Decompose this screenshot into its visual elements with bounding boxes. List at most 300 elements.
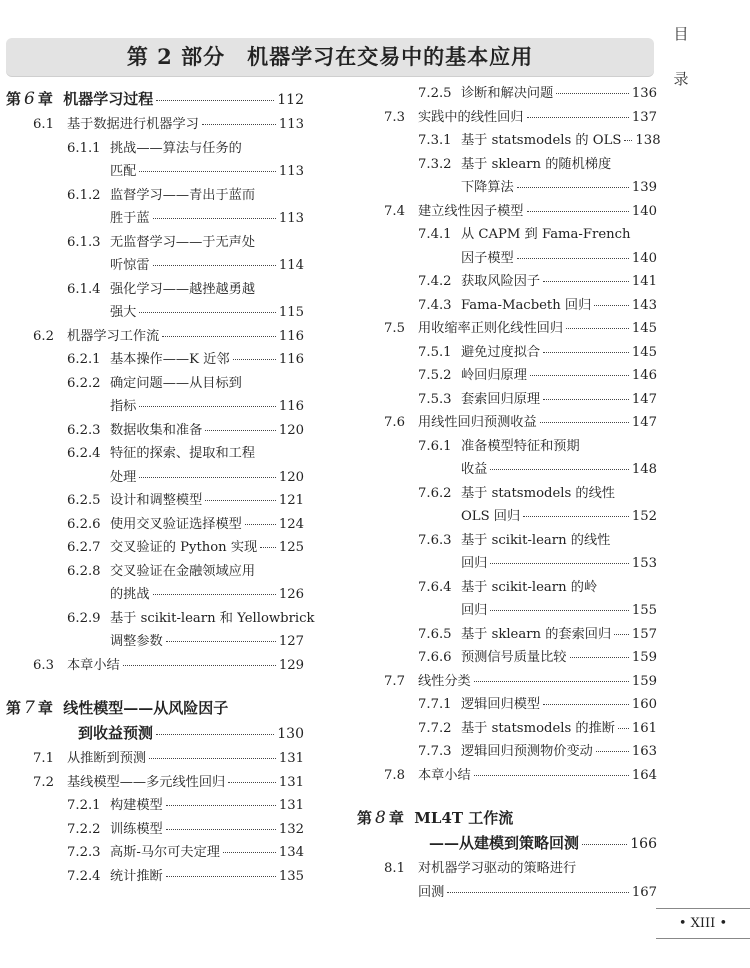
toc-entry[interactable] bbox=[6, 87, 304, 113]
toc-entry[interactable] bbox=[357, 857, 657, 904]
dot-leader bbox=[530, 375, 629, 376]
chapter-number-digit: 7 bbox=[24, 698, 35, 718]
section-number: 7.2 bbox=[33, 774, 54, 790]
page-ref: 112 bbox=[277, 92, 304, 108]
chapter-title: 线性模型——从风险因子 bbox=[63, 699, 229, 717]
section-number: 6.2.7 bbox=[67, 540, 101, 555]
dot-leader bbox=[162, 336, 276, 337]
dot-leader bbox=[153, 218, 276, 219]
section-title: 回归 bbox=[461, 603, 488, 618]
dot-leader bbox=[447, 892, 628, 893]
page-ref: 130 bbox=[277, 726, 304, 742]
page-ref: 132 bbox=[278, 821, 304, 837]
chapter-title: 到收益预测 bbox=[78, 724, 154, 742]
toc-left-column bbox=[6, 82, 315, 888]
toc-entry[interactable] bbox=[357, 270, 657, 294]
section-number: 7.6.3 bbox=[418, 532, 452, 548]
section-number: 7.4.1 bbox=[418, 227, 452, 242]
dot-leader bbox=[566, 328, 629, 329]
section-title: 数据收集和准备 bbox=[110, 422, 203, 438]
toc-entry-line bbox=[6, 794, 304, 818]
toc-entry-line bbox=[357, 623, 657, 647]
toc-entry[interactable] bbox=[6, 513, 304, 537]
section-title: 交叉验证的 Python 实现 bbox=[110, 540, 258, 555]
chapter-number: 第 6 章 bbox=[6, 89, 64, 109]
page-ref: 160 bbox=[631, 697, 657, 712]
section-number: 8.1 bbox=[384, 861, 405, 876]
page-ref: 141 bbox=[631, 274, 657, 289]
section-title: 基于 scikit-learn 和 Yellowbrick bbox=[110, 610, 315, 626]
toc-entry-line bbox=[6, 771, 304, 795]
toc-entry[interactable] bbox=[6, 372, 304, 419]
section-title: 的挑战 bbox=[110, 587, 150, 602]
toc-entry-line bbox=[357, 223, 657, 247]
toc-entry[interactable] bbox=[357, 646, 657, 670]
section-number: 6.2.4 bbox=[67, 446, 101, 461]
toc-entry-line bbox=[357, 411, 657, 435]
toc-entry-line bbox=[357, 341, 657, 365]
chapter-title: ML4T 工作流 bbox=[414, 809, 514, 827]
section-number: 7.2.1 bbox=[67, 798, 101, 813]
toc-entry[interactable] bbox=[357, 435, 657, 482]
section-number: 6.2.9 bbox=[67, 610, 101, 626]
toc-entry[interactable] bbox=[357, 717, 657, 741]
dot-leader bbox=[123, 665, 276, 666]
page-ref: 127 bbox=[278, 634, 304, 649]
section-title: 无监督学习——于无声处 bbox=[110, 234, 256, 250]
page-ref: 116 bbox=[278, 399, 304, 414]
toc-entry[interactable] bbox=[357, 764, 657, 788]
section-title: 挑战——算法与任务的 bbox=[110, 140, 242, 156]
toc-entry[interactable] bbox=[357, 576, 657, 623]
section-title: 诊断和解决问题 bbox=[461, 86, 554, 101]
section-title: 预测信号质量比较 bbox=[461, 650, 567, 665]
toc-entry[interactable] bbox=[357, 482, 657, 529]
page-ref: 124 bbox=[278, 516, 304, 532]
section-number: 6.1.2 bbox=[67, 187, 101, 203]
section-title: 建立线性因子模型 bbox=[418, 203, 524, 219]
section-number: 7.7.3 bbox=[418, 744, 452, 759]
toc-entry-line bbox=[357, 388, 657, 412]
section-title: 设计和调整模型 bbox=[110, 493, 203, 508]
section-title: 强大 bbox=[110, 305, 137, 320]
toc-entry-continuation bbox=[6, 160, 304, 184]
section-title: 准备模型特征和预期 bbox=[461, 438, 580, 454]
page-ref: 138 bbox=[635, 133, 661, 148]
section-title: 基于 statsmodels 的推断 bbox=[461, 720, 615, 736]
dot-leader bbox=[153, 265, 276, 266]
toc-right-column bbox=[357, 82, 661, 904]
section-number: 7.6.4 bbox=[418, 579, 452, 595]
toc-entry-line bbox=[357, 646, 657, 670]
toc-entry-line bbox=[6, 607, 315, 631]
toc-entry-continuation bbox=[6, 207, 304, 231]
toc-entry-line bbox=[6, 442, 304, 466]
toc-entry-line bbox=[357, 200, 657, 224]
page-ref: 163 bbox=[631, 744, 657, 759]
toc-entry-line bbox=[357, 364, 657, 388]
dot-leader bbox=[156, 100, 274, 101]
toc-entry-continuation bbox=[357, 552, 657, 576]
toc-entry-continuation bbox=[6, 395, 304, 419]
dot-leader bbox=[523, 516, 629, 517]
dot-leader bbox=[166, 805, 276, 806]
toc-entry-line bbox=[357, 82, 657, 106]
page-ref: 113 bbox=[278, 164, 304, 179]
section-title: 逻辑回归模型 bbox=[461, 697, 541, 712]
toc-entry-line bbox=[6, 696, 304, 721]
page-ref: 166 bbox=[630, 836, 657, 852]
dot-leader bbox=[624, 140, 632, 141]
section-title: 回测 bbox=[418, 884, 445, 900]
dot-leader bbox=[166, 876, 276, 877]
section-title: 基于数据进行机器学习 bbox=[67, 117, 199, 132]
section-title: 听惊雷 bbox=[110, 258, 150, 273]
toc-entry[interactable] bbox=[6, 489, 304, 513]
section-number: 7.5.2 bbox=[418, 368, 452, 383]
page-ref: 136 bbox=[631, 86, 657, 101]
section-title: 基于 statsmodels 的 OLS bbox=[461, 133, 622, 148]
page-ref: 152 bbox=[631, 509, 657, 524]
dot-leader bbox=[139, 312, 275, 313]
section-title: 调整参数 bbox=[110, 634, 163, 649]
section-title: 构建模型 bbox=[110, 798, 163, 813]
section-number: 7.3.2 bbox=[418, 156, 452, 172]
toc-entry-line bbox=[6, 231, 304, 255]
page-ref: 131 bbox=[278, 751, 304, 766]
side-label-char: 目 bbox=[673, 25, 689, 43]
section-number: 6.1.3 bbox=[67, 234, 101, 250]
page-ref: 131 bbox=[278, 798, 304, 813]
toc-entry[interactable] bbox=[6, 278, 304, 325]
toc-entry[interactable] bbox=[357, 623, 657, 647]
side-label bbox=[673, 12, 689, 102]
toc-entry[interactable] bbox=[357, 693, 657, 717]
dot-leader bbox=[596, 751, 629, 752]
dot-leader bbox=[570, 657, 629, 658]
section-number: 6.1.1 bbox=[67, 140, 101, 156]
section-number: 7.4 bbox=[384, 203, 405, 219]
section-gap bbox=[6, 677, 304, 691]
toc-entry[interactable] bbox=[357, 364, 657, 388]
section-number: 7.2.3 bbox=[67, 845, 101, 860]
page-ref: 164 bbox=[631, 767, 657, 783]
page-ref: 116 bbox=[278, 352, 304, 367]
dot-leader bbox=[205, 500, 276, 501]
toc-entry[interactable] bbox=[6, 113, 304, 137]
toc-entry[interactable] bbox=[357, 223, 657, 270]
section-title: 本章小结 bbox=[67, 657, 120, 673]
section-title: 指标 bbox=[110, 399, 137, 414]
toc-entry-line bbox=[357, 740, 657, 764]
section-title: 对机器学习驱动的策略进行 bbox=[418, 861, 577, 876]
page-ref: 113 bbox=[278, 117, 304, 132]
dot-leader bbox=[260, 547, 276, 548]
toc-entry-continuation bbox=[357, 599, 657, 623]
chapter-title: ——从建模到策略回测 bbox=[429, 834, 580, 852]
toc-entry[interactable] bbox=[357, 294, 657, 318]
toc-entry[interactable] bbox=[357, 411, 657, 435]
dot-leader bbox=[166, 829, 276, 830]
toc-entry-line bbox=[357, 482, 657, 506]
toc-entry-line bbox=[357, 764, 657, 788]
section-title: 基于 sklearn 的随机梯度 bbox=[461, 156, 612, 172]
toc-entry-line bbox=[6, 278, 304, 302]
toc-entry-line bbox=[6, 841, 304, 865]
toc-entry-line bbox=[6, 87, 304, 113]
toc-entry[interactable] bbox=[357, 388, 657, 412]
chapter-number-digit: 8 bbox=[375, 808, 386, 828]
page-ref: 120 bbox=[278, 469, 304, 485]
section-number: 7.2.5 bbox=[418, 86, 452, 101]
page-number: • XIII • bbox=[656, 908, 750, 939]
toc-entry[interactable] bbox=[6, 348, 304, 372]
section-title: OLS 回归 bbox=[461, 509, 521, 524]
page-ref: 153 bbox=[631, 556, 657, 571]
section-title: 统计推断 bbox=[110, 868, 163, 884]
toc-entry-line bbox=[6, 747, 304, 771]
section-title: 线性分类 bbox=[418, 673, 471, 689]
toc-entry[interactable] bbox=[6, 231, 304, 278]
toc-entry-line bbox=[6, 560, 304, 584]
page-ref: 139 bbox=[631, 180, 657, 195]
part-title-banner bbox=[6, 38, 654, 76]
toc-entry-continuation bbox=[357, 247, 657, 271]
section-number: 6.2.2 bbox=[67, 375, 101, 391]
section-title: 基于 scikit-learn 的岭 bbox=[461, 579, 598, 595]
section-number: 7.6.6 bbox=[418, 650, 452, 665]
toc-entry[interactable] bbox=[357, 82, 657, 106]
section-title: 岭回归原理 bbox=[461, 368, 527, 383]
dot-leader bbox=[139, 406, 275, 407]
page-ref: 135 bbox=[278, 868, 304, 884]
dot-leader bbox=[474, 681, 629, 682]
section-title: 交叉验证在金融领域应用 bbox=[110, 563, 256, 579]
dot-leader bbox=[594, 305, 629, 306]
toc-entry[interactable] bbox=[357, 106, 657, 130]
dot-leader bbox=[245, 524, 276, 525]
dot-leader bbox=[149, 758, 276, 759]
section-title: 逻辑回归预测物价变动 bbox=[461, 744, 593, 759]
dot-leader bbox=[139, 171, 275, 172]
toc-entry[interactable] bbox=[6, 794, 304, 818]
toc-entry[interactable] bbox=[6, 536, 304, 560]
section-title: 胜于蓝 bbox=[110, 211, 150, 226]
toc-entry-line bbox=[357, 670, 657, 694]
dot-leader bbox=[543, 704, 629, 705]
part-title: 第 2 部分 机器学习在交易中的基本应用 bbox=[126, 44, 534, 69]
toc-entry-line bbox=[357, 806, 657, 831]
dot-leader bbox=[166, 641, 276, 642]
section-title: 下降算法 bbox=[461, 180, 514, 195]
toc-entry[interactable] bbox=[6, 818, 304, 842]
toc-entry-line bbox=[6, 184, 304, 208]
section-title: 匹配 bbox=[110, 164, 137, 179]
toc-entry[interactable] bbox=[6, 865, 304, 889]
section-number: 7.5.1 bbox=[418, 344, 452, 360]
section-number: 7.8 bbox=[384, 767, 405, 783]
toc-entry[interactable] bbox=[6, 325, 304, 349]
toc-entry-line bbox=[357, 106, 657, 130]
toc-entry[interactable] bbox=[6, 184, 304, 231]
toc-entry[interactable] bbox=[6, 419, 304, 443]
page-ref: 146 bbox=[631, 368, 657, 383]
toc-entry[interactable] bbox=[357, 317, 657, 341]
page-ref: 147 bbox=[631, 415, 657, 430]
toc-entry[interactable] bbox=[357, 670, 657, 694]
dot-leader bbox=[543, 399, 629, 400]
dot-leader bbox=[582, 844, 627, 845]
dot-leader bbox=[543, 352, 629, 353]
side-label-char: 录 bbox=[673, 70, 689, 88]
section-title: 基本操作——K 近邻 bbox=[110, 352, 230, 367]
page-ref: 137 bbox=[631, 109, 657, 125]
toc-entry-line bbox=[6, 536, 304, 560]
section-title: 特征的探索、提取和工程 bbox=[110, 446, 256, 461]
toc-entry-line bbox=[357, 153, 657, 177]
section-title: 收益 bbox=[461, 462, 488, 477]
toc-entry-continuation bbox=[357, 505, 657, 529]
toc-entry-line bbox=[6, 513, 304, 537]
toc-entry[interactable] bbox=[357, 529, 657, 576]
section-number: 6.3 bbox=[33, 657, 54, 673]
dot-leader bbox=[543, 281, 629, 282]
page-ref: 129 bbox=[278, 657, 304, 673]
toc-entry[interactable] bbox=[6, 771, 304, 795]
section-title: 训练模型 bbox=[110, 821, 163, 837]
section-title: 基于 statsmodels 的线性 bbox=[461, 485, 615, 501]
section-title: 实践中的线性回归 bbox=[418, 109, 524, 125]
toc-entry-line bbox=[357, 857, 657, 881]
section-number: 7.3.1 bbox=[418, 133, 452, 148]
dot-leader bbox=[527, 117, 629, 118]
section-title: 基于 scikit-learn 的线性 bbox=[461, 532, 611, 548]
page-ref: 155 bbox=[631, 603, 657, 618]
page-ref: 143 bbox=[631, 297, 657, 313]
section-number: 6.2.3 bbox=[67, 422, 101, 438]
page-ref: 131 bbox=[278, 774, 304, 790]
section-title: 回归 bbox=[461, 556, 488, 571]
section-number: 7.6 bbox=[384, 415, 405, 430]
toc-entry-line bbox=[6, 419, 304, 443]
section-number: 6.2.5 bbox=[67, 493, 101, 508]
page-ref: 116 bbox=[278, 328, 304, 344]
page-ref: 161 bbox=[631, 720, 657, 736]
dot-leader bbox=[223, 852, 276, 853]
toc-entry-continuation bbox=[6, 583, 304, 607]
section-title: 获取风险因子 bbox=[461, 274, 541, 289]
section-number: 6.1.4 bbox=[67, 281, 101, 297]
toc-entry[interactable] bbox=[6, 607, 315, 654]
page-ref: 126 bbox=[278, 587, 304, 602]
toc-entry[interactable] bbox=[6, 654, 304, 678]
page-ref: 167 bbox=[631, 884, 657, 900]
dot-leader bbox=[228, 782, 276, 783]
section-title: 机器学习工作流 bbox=[67, 328, 160, 344]
toc-entry-line bbox=[6, 113, 304, 137]
chapter-number: 第 8 章 bbox=[357, 808, 415, 828]
section-title: 从 CAPM 到 Fama-French bbox=[461, 227, 631, 242]
section-gap bbox=[357, 787, 657, 801]
dot-leader bbox=[202, 124, 276, 125]
section-number: 6.1 bbox=[33, 117, 54, 132]
toc-entry-continuation bbox=[357, 176, 657, 200]
page-ref: 125 bbox=[278, 540, 304, 555]
toc-entry-continuation bbox=[6, 301, 304, 325]
toc-entry[interactable] bbox=[357, 200, 657, 224]
section-number: 7.6.1 bbox=[418, 438, 452, 454]
toc-entry[interactable] bbox=[357, 806, 657, 857]
toc-entry-line bbox=[6, 818, 304, 842]
toc-entry-continuation bbox=[6, 721, 304, 747]
toc-entry[interactable] bbox=[6, 442, 304, 489]
toc-entry-line bbox=[357, 435, 657, 459]
section-number: 7.1 bbox=[33, 751, 54, 766]
toc-entry-line bbox=[6, 348, 304, 372]
toc-entry-line bbox=[357, 529, 657, 553]
section-number: 7.5 bbox=[384, 321, 405, 336]
section-number: 7.5.3 bbox=[418, 391, 452, 407]
toc-entry[interactable] bbox=[6, 696, 304, 747]
section-number: 6.2.6 bbox=[67, 516, 101, 532]
section-number: 7.7.2 bbox=[418, 720, 452, 736]
toc-entry-line bbox=[6, 489, 304, 513]
section-number: 7.4.2 bbox=[418, 274, 452, 289]
section-title: 处理 bbox=[110, 469, 137, 485]
chapter-number: 第 7 章 bbox=[6, 698, 64, 718]
section-title: 因子模型 bbox=[461, 250, 514, 266]
toc-entry-line bbox=[357, 129, 661, 153]
toc-entry-line bbox=[6, 372, 304, 396]
dot-leader bbox=[618, 728, 629, 729]
toc-entry[interactable] bbox=[357, 341, 657, 365]
dot-leader bbox=[614, 634, 629, 635]
section-title: 用线性回归预测收益 bbox=[418, 415, 537, 430]
toc-entry-line bbox=[357, 717, 657, 741]
page-ref: 115 bbox=[278, 305, 304, 320]
toc-entry-line bbox=[6, 137, 304, 161]
toc-entry-continuation bbox=[6, 466, 304, 490]
toc-entry[interactable] bbox=[6, 137, 304, 184]
page-ref: 121 bbox=[278, 493, 304, 508]
toc-entry-continuation bbox=[6, 254, 304, 278]
toc-entry-continuation bbox=[357, 831, 657, 857]
toc-entry[interactable] bbox=[357, 153, 657, 200]
toc-entry[interactable] bbox=[6, 747, 304, 771]
toc-entry[interactable] bbox=[357, 129, 661, 153]
dot-leader bbox=[490, 469, 628, 470]
section-title: 本章小结 bbox=[418, 767, 471, 783]
section-title: 强化学习——越挫越勇越 bbox=[110, 281, 256, 297]
section-number: 7.3 bbox=[384, 109, 405, 125]
section-number: 7.2.2 bbox=[67, 821, 101, 837]
toc-entry[interactable] bbox=[6, 560, 304, 607]
toc-entry-continuation bbox=[357, 458, 657, 482]
dot-leader bbox=[233, 359, 276, 360]
toc-entry-line bbox=[357, 317, 657, 341]
toc-entry[interactable] bbox=[357, 740, 657, 764]
section-number: 7.4.3 bbox=[418, 297, 452, 313]
section-number: 6.2 bbox=[33, 328, 54, 344]
dot-leader bbox=[517, 258, 629, 259]
toc-entry[interactable] bbox=[6, 841, 304, 865]
page-ref: 113 bbox=[278, 211, 304, 226]
toc-entry-continuation bbox=[6, 630, 304, 654]
dot-leader bbox=[156, 734, 274, 735]
toc-entry-continuation bbox=[357, 881, 657, 905]
section-title: 用收缩率正则化线性回归 bbox=[418, 321, 564, 336]
dot-leader bbox=[474, 775, 629, 776]
